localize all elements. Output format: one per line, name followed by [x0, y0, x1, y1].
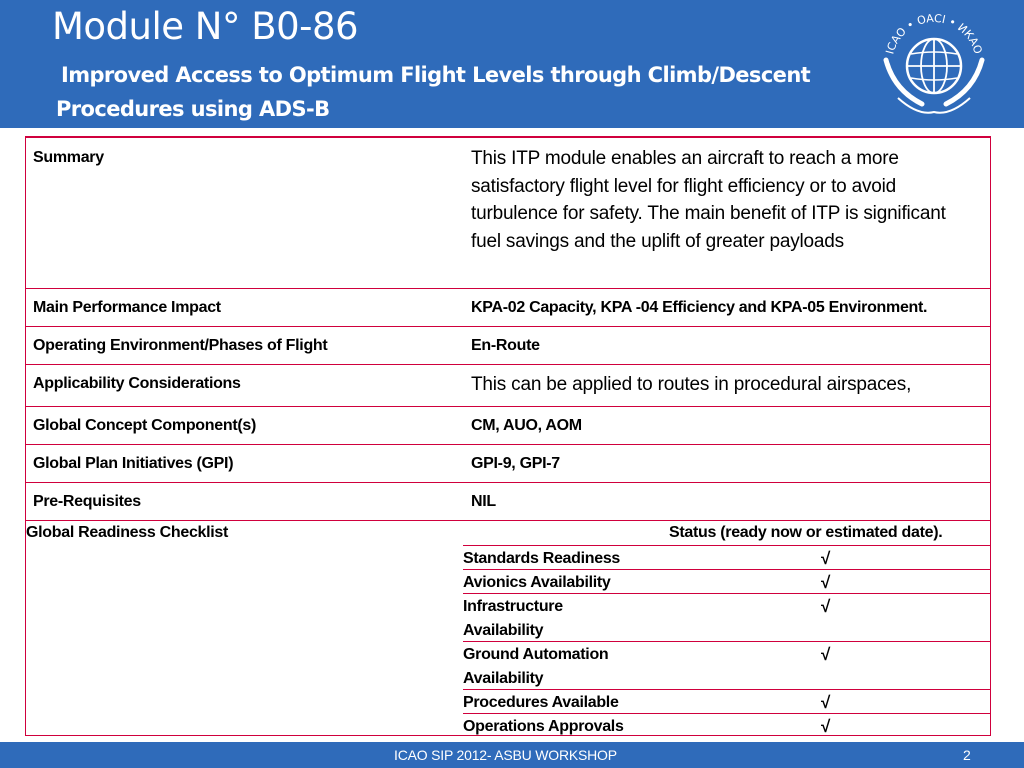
checklist-row	[463, 641, 990, 690]
module-info-table	[25, 136, 991, 736]
row-label: Pre-Requisites	[33, 493, 141, 510]
checklist-item: Infrastructure Availability	[463, 598, 563, 639]
logo-text: ICAO • OACI • ИКАО	[883, 11, 985, 56]
footer-bar	[0, 742, 1024, 768]
table-row	[26, 289, 990, 327]
row-label: Global Concept Component(s)	[33, 417, 257, 434]
checkmark-icon: √	[821, 597, 831, 616]
table-row	[26, 365, 990, 407]
checklist-row	[463, 593, 990, 642]
module-subtitle: Improved Access to Optimum Flight Levels through Climb/Descent Procedures using ADS-B	[56, 63, 811, 121]
summary-text: This ITP module enables an aircraft to reach a more satisfactory flight level for flight efficiency or to avoid turbulence for safety. The main benefit of ITP is significant fuel savings and the uplift of greater payloads	[471, 148, 946, 252]
row-value: This can be applied to routes in procedural airspaces,	[471, 374, 912, 395]
row-value: NIL	[471, 493, 496, 510]
checklist-row	[463, 689, 990, 714]
checkmark-icon: √	[821, 693, 831, 712]
row-label: Operating Environment/Phases of Flight	[33, 337, 328, 354]
row-value: KPA-02 Capacity, KPA -04 Efficiency and KPA-05 Environment.	[471, 299, 928, 316]
checkmark-icon: √	[821, 645, 831, 664]
checkmark-icon: √	[821, 573, 831, 592]
footer-text: ICAO SIP 2012- ASBU WORKSHOP	[394, 747, 617, 763]
status-header: Status (ready now or estimated date).	[669, 524, 943, 541]
checklist-row	[463, 569, 990, 594]
row-label: Summary	[33, 149, 104, 166]
icao-emblem-icon	[878, 8, 990, 120]
checklist-item: Avionics Availability	[463, 574, 611, 591]
table-row	[26, 445, 990, 483]
checkmark-icon: √	[821, 717, 831, 736]
row-value: En-Route	[471, 337, 540, 354]
checkmark-icon: √	[821, 549, 831, 568]
row-value: CM, AUO, AOM	[471, 417, 582, 434]
checklist-item: Ground Automation Availability	[463, 646, 609, 687]
checklist-item: Standards Readiness	[463, 550, 621, 567]
row-value: GPI-9, GPI-7	[471, 455, 560, 472]
page-number: 2	[963, 747, 971, 763]
row-label: Main Performance Impact	[33, 299, 221, 316]
table-row	[26, 327, 990, 365]
checklist-item: Procedures Available	[463, 694, 619, 711]
row-label: Global Plan Initiatives (GPI)	[33, 455, 234, 472]
checklist-row	[463, 713, 990, 737]
readiness-checklist-label: Global Readiness Checklist	[26, 524, 229, 541]
table-row	[26, 407, 990, 445]
checklist-item: Operations Approvals	[463, 718, 624, 735]
table-row	[26, 138, 990, 289]
checklist-row	[463, 545, 990, 570]
header-banner	[0, 0, 1024, 128]
row-label: Applicability Considerations	[33, 375, 241, 392]
table-row	[26, 483, 990, 521]
module-title: Module N° B0-86	[52, 5, 359, 48]
